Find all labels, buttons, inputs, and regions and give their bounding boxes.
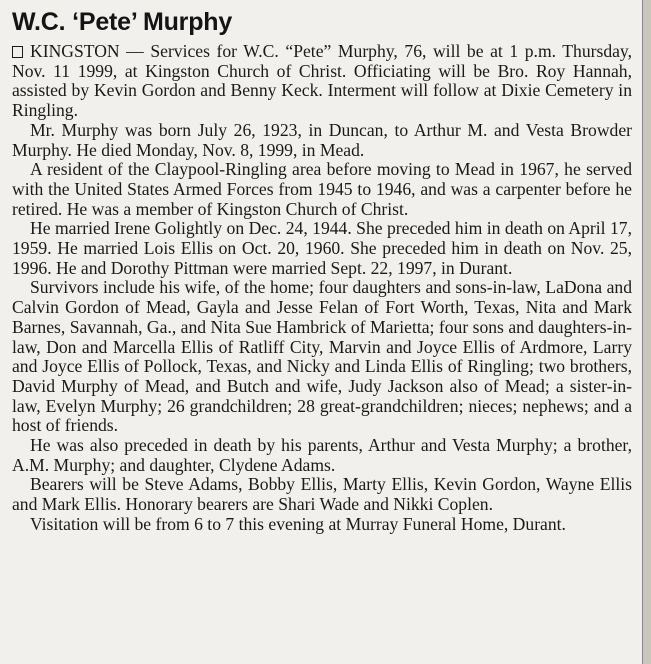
page-margin bbox=[643, 0, 651, 664]
obituary-paragraph-visitation: Visitation will be from 6 to 7 this evening at Murray Funeral Home, Durant. bbox=[30, 513, 566, 534]
obituary-headline: W.C. ‘Pete’ Murphy bbox=[12, 8, 233, 36]
paragraph-text: KINGSTON — Services for W.C. “Pete” Murphy, 76, will be at 1 p.m. Thursday, Nov. 11 1999, at Kingston Church of Christ. Officiating will be Bro. Roy Hannah, assisted by Kevin Gordon and Benny Keck. Interment will follow at Dixie Cemetery in Ringling. bbox=[12, 41, 632, 121]
square-bullet-icon bbox=[12, 46, 23, 58]
obituary-paragraph-residence: A resident of the Claypool-Ringling area before moving to Mead in 1967, he served with the United States Armed Forces from 1945 to 1946, and was a carpenter before he retired. He was a member of Kingston Church of Christ. bbox=[12, 159, 632, 219]
obituary-paragraph-preceded: He was also preceded in death by his parents, Arthur and Vesta Murphy; a brother, A.M. Murphy; and daughter, Clydene Adams. bbox=[12, 435, 632, 475]
obituary-paragraph-birth: Mr. Murphy was born July 26, 1923, in Duncan, to Arthur M. and Vesta Browder Murphy. He died Monday, Nov. 8, 1999, in Mead. bbox=[12, 119, 632, 160]
obituary-paragraph-services bbox=[12, 42, 632, 121]
obituary-paragraph-bearers: Bearers will be Steve Adams, Bobby Ellis, Marty Ellis, Kevin Gordon, Wayne Ellis and Mark Ellis. Honorary bearers are Shari Wade and Nikki Coplen. bbox=[12, 474, 632, 515]
obituary-article bbox=[12, 42, 632, 535]
obituary-paragraph-marriages: He married Irene Golightly on Dec. 24, 1944. She preceded him in death on April 17, 1959. He married Lois Ellis on Oct. 20, 1960. She preceded him in death on Nov. 25, 1996. He and Dorothy Pittman were married Sept. 22, 1997, in Durant. bbox=[12, 218, 632, 278]
obituary-paragraph-survivors: Survivors include his wife, of the home; four daughters and sons-in-law, LaDona and Calvin Gordon of Mead, Gayla and Jesse Felan of Fort Worth, Texas, Nita and Mark Barnes, Savannah, Ga., and Nita Sue Hambrick of Marietta; four sons and daughters-in-law, Don and Marcella Ellis of Ratliff City, Marvin and Joyce Ellis of Ardmore, Larry and Joyce Ellis of Pollock, Texas, and Nicky and Linda Ellis of Ringling; two brothers, David Murphy of Mead, and Butch and wife, Judy Jackson also of Mead; a sister-in-law, Evelyn Murphy; 26 grandchildren; 28 great-grandchildren; nieces; nephews; and a host of friends. bbox=[12, 277, 632, 436]
